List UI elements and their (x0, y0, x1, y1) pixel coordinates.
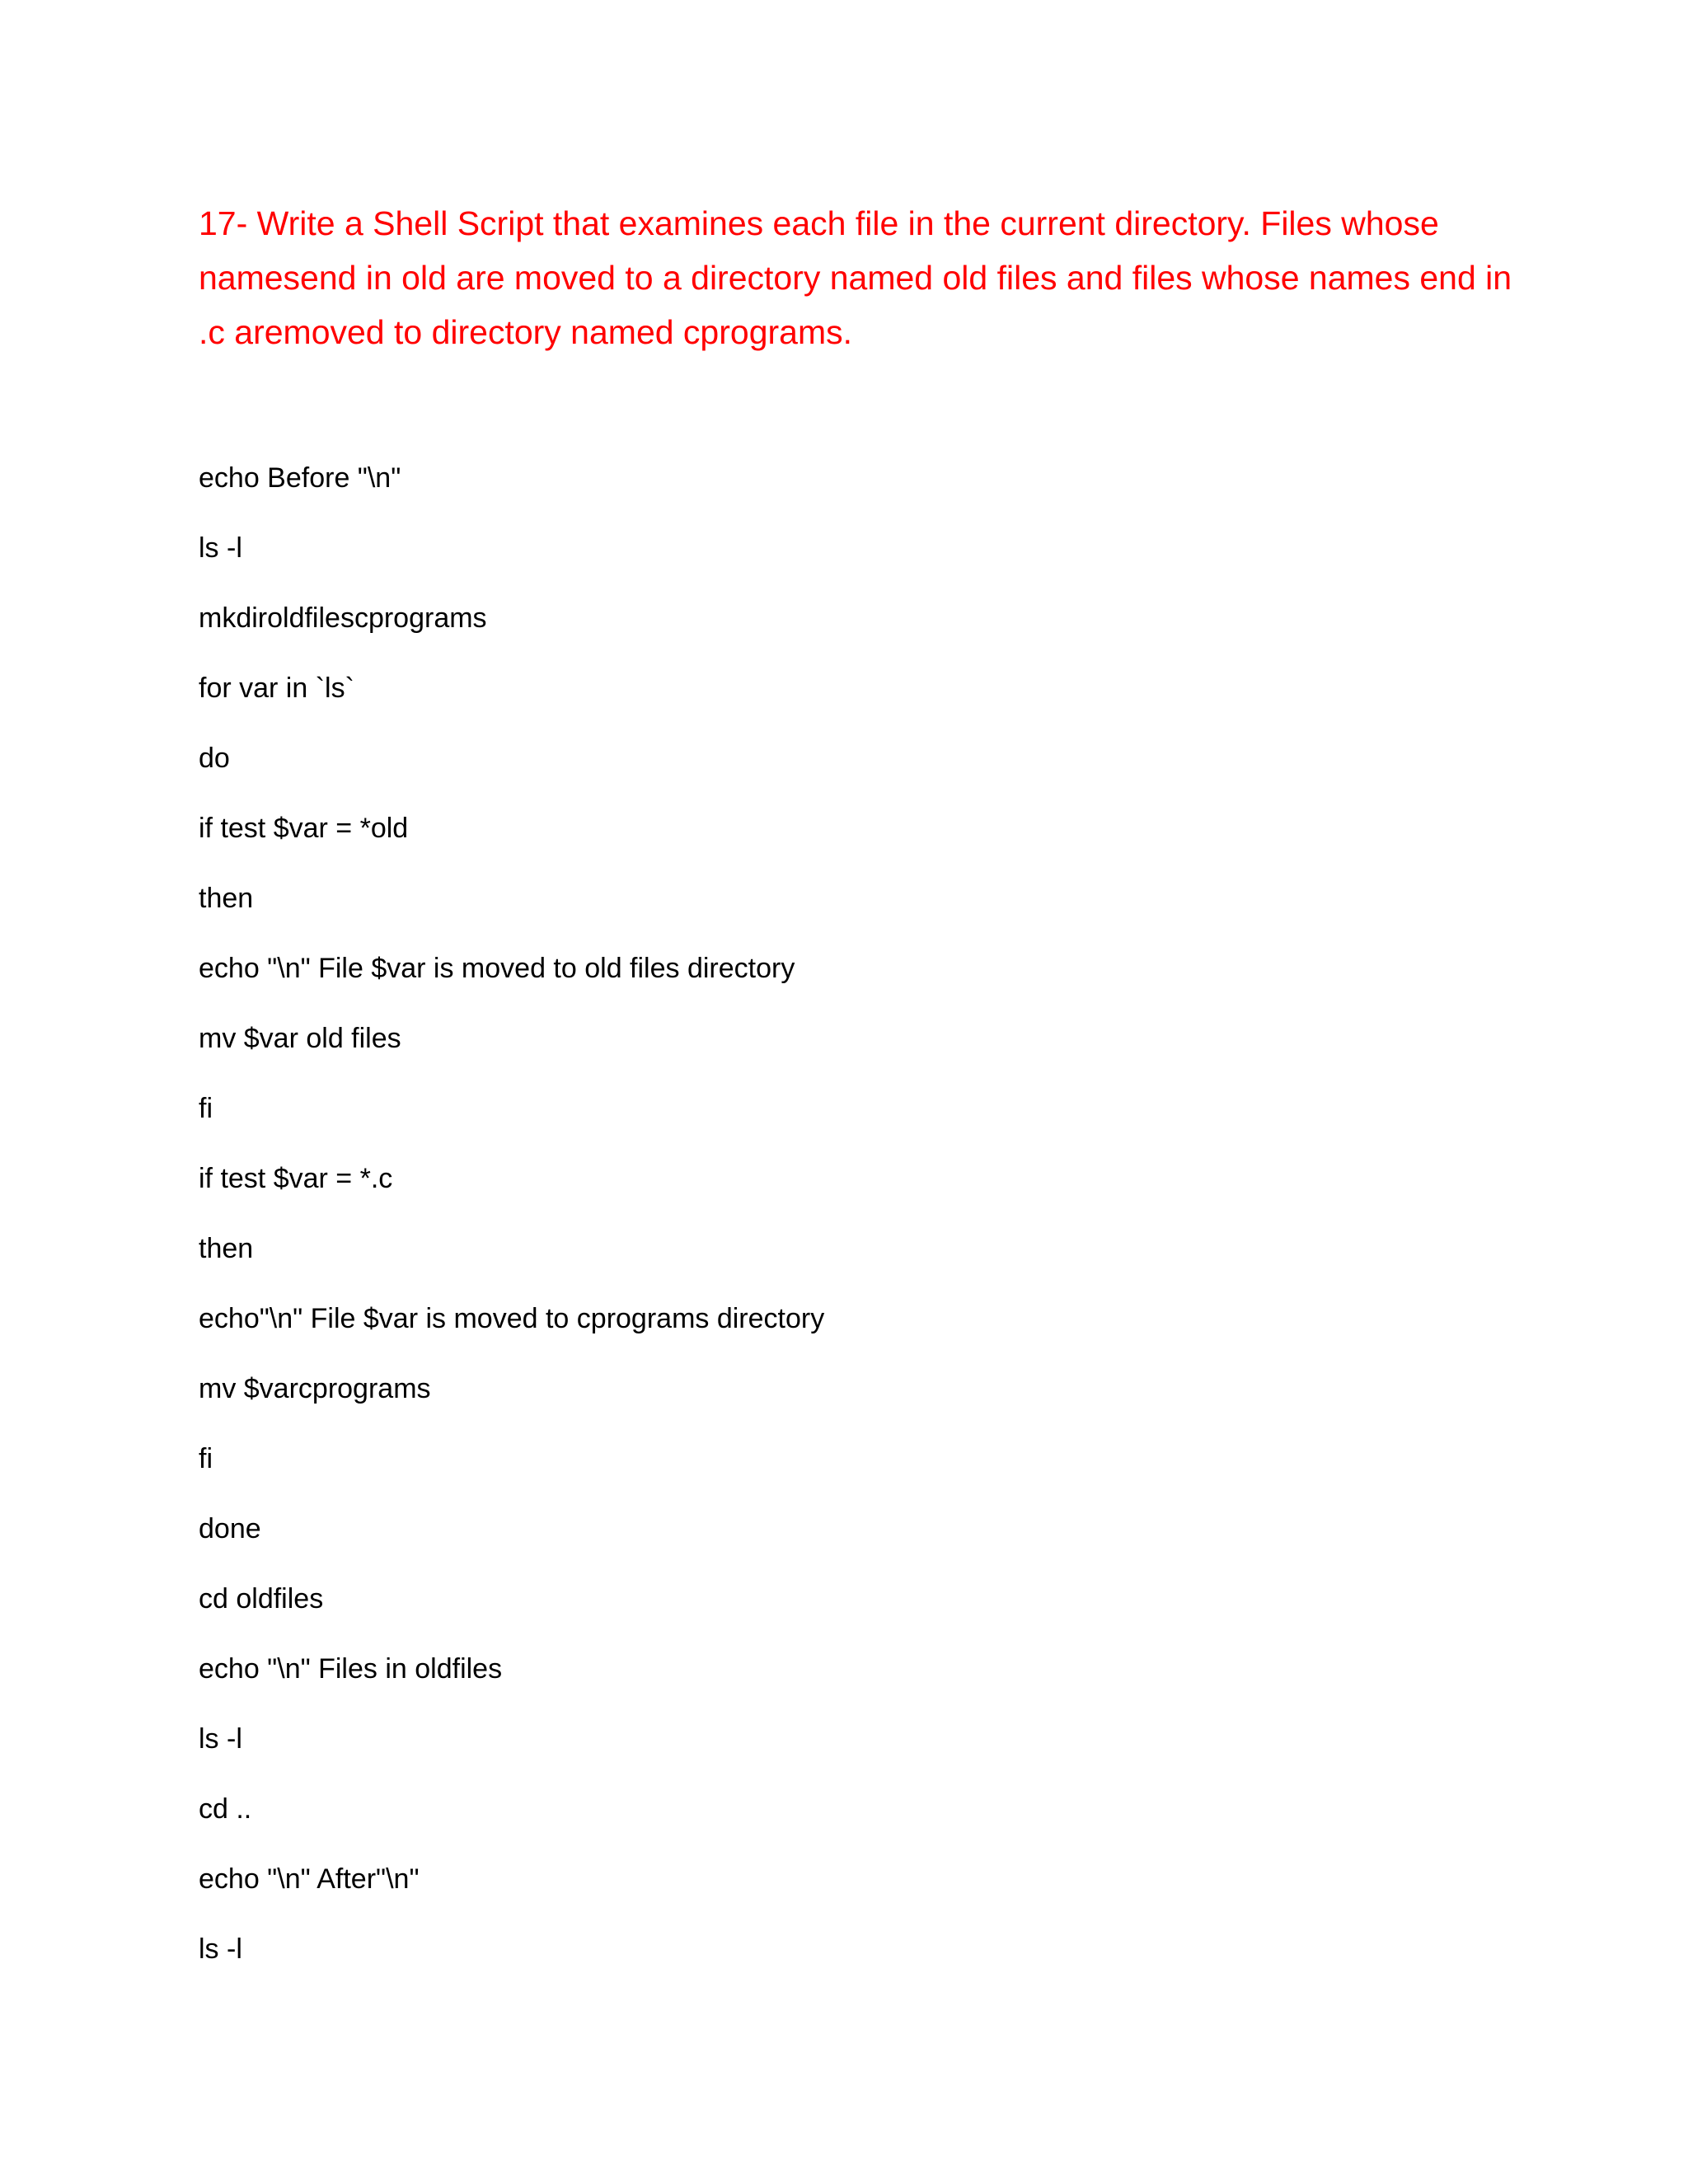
code-line: fi (199, 1093, 213, 1124)
question-heading: 17- Write a Shell Script that examines each file in the current directory. Files whose namesend in old are moved to a directory named old files and files whose names end in .c aremoved to directory named cprograms. (199, 204, 1512, 351)
code-line: done (199, 1513, 261, 1544)
code-line: mv $var old files (199, 1023, 401, 1054)
code-line: ls -l (199, 1723, 242, 1755)
code-line: cd oldfiles (199, 1583, 324, 1615)
code-line: if test $var = *old (199, 813, 409, 844)
code-line: echo "\n" After"\n" (199, 1863, 420, 1895)
code-line: ls -l (199, 1933, 242, 1965)
code-line: ls -l (199, 532, 242, 564)
code-line: echo "\n" File $var is moved to old files directory (199, 953, 795, 984)
code-line: echo"\n" File $var is moved to cprograms directory (199, 1303, 825, 1334)
code-line: if test $var = *.c (199, 1163, 393, 1194)
code-line: cd .. (199, 1793, 252, 1825)
shell-script-listing (199, 456, 824, 1997)
code-line: fi (199, 1443, 213, 1474)
code-line: echo Before "\n" (199, 462, 401, 494)
code-line: then (199, 1233, 254, 1264)
code-line: mv $varcprograms (199, 1373, 431, 1404)
code-line: then (199, 883, 254, 914)
code-line: echo "\n" Files in oldfiles (199, 1653, 503, 1685)
code-line: do (199, 743, 230, 774)
code-line: for var in `ls` (199, 673, 354, 704)
code-line: mkdiroldfilescprograms (199, 602, 487, 634)
